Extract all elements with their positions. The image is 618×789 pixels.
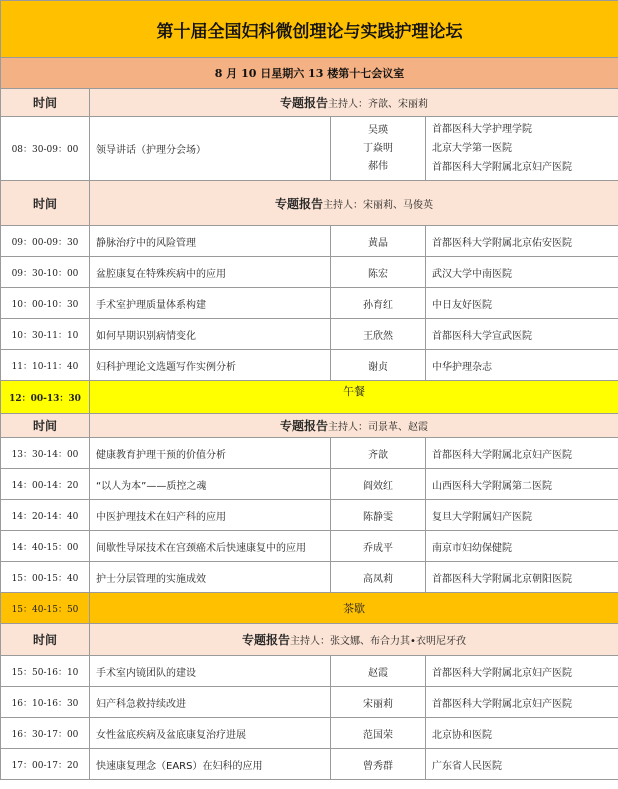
- speaker-cell: 谢贞: [331, 350, 426, 381]
- session-header: [90, 414, 618, 438]
- speaker-cell: 阎效红: [331, 469, 426, 500]
- schedule-row: [1, 319, 618, 350]
- session-header: [90, 624, 618, 656]
- topic-cell: 快速康复理念（EARS）在妇科的应用: [90, 749, 331, 780]
- page-title: 第十届全国妇科微创理论与实践护理论坛: [1, 1, 618, 58]
- speaker-name: 郝伟: [368, 160, 388, 172]
- org-cell: 山西医科大学附属第二医院: [426, 469, 618, 500]
- speaker-cell: 陈静雯: [331, 500, 426, 531]
- time-header: 时间: [1, 89, 90, 117]
- topic-cell: 妇科护理论文选题写作实例分析: [90, 350, 331, 381]
- topic-cell: 手术室内镜团队的建设: [90, 656, 331, 687]
- speaker-name: 丁焱明: [363, 142, 393, 154]
- org-cell: 南京市妇幼保健院: [426, 531, 618, 562]
- topic-cell: 间歇性导尿技术在宫颈癌术后快速康复中的应用: [90, 531, 331, 562]
- schedule-row: [1, 500, 618, 531]
- org-name: 首都医科大学附属北京妇产医院: [432, 162, 572, 173]
- time-cell: 13：30-14：00: [1, 438, 90, 469]
- session-header: [90, 181, 618, 226]
- speaker-cell: 范国荣: [331, 718, 426, 749]
- schedule-row: [1, 350, 618, 381]
- org-cell: 武汉大学中南医院: [426, 257, 618, 288]
- speaker-name: 吴瑛: [368, 124, 388, 136]
- topic-cell: 中医护理技术在妇产科的应用: [90, 500, 331, 531]
- schedule-row: [1, 438, 618, 469]
- time-cell: 17：00-17：20: [1, 749, 90, 780]
- time-cell: 10：00-10：30: [1, 288, 90, 319]
- session-hosts: 主持人：宋丽莉、马俊英: [323, 199, 433, 211]
- time-cell: 16：30-17：00: [1, 718, 90, 749]
- session-label: 专题报告: [279, 419, 328, 433]
- speaker-cell: 曾秀群: [331, 749, 426, 780]
- schedule-row: [1, 531, 618, 562]
- schedule-row: [1, 257, 618, 288]
- time-cell: 14：20-14：40: [1, 500, 90, 531]
- speaker-cell: 赵霞: [331, 656, 426, 687]
- schedule-row: [1, 288, 618, 319]
- speaker-cell: 陈宏: [331, 257, 426, 288]
- org-cell: 首都医科大学附属北京妇产医院: [426, 687, 618, 718]
- session-hosts: 主持人：张文娜、布合力其•衣明尼牙孜: [290, 636, 466, 647]
- speaker-cell: 宋丽莉: [331, 687, 426, 718]
- topic-cell: 妇产科急救持续改进: [90, 687, 331, 718]
- time-header: 时间: [1, 414, 90, 438]
- org-cell: 首都医科大学附属北京妇产医院: [426, 656, 618, 687]
- topic-cell: 静脉治疗中的风险管理: [90, 226, 331, 257]
- org-cell: 首都医科大学宣武医院: [426, 319, 618, 350]
- topic-cell: “以人为本”——质控之魂: [90, 469, 331, 500]
- speaker-cell: 乔成平: [331, 531, 426, 562]
- org-cell: [426, 117, 618, 181]
- time-cell: 14：00-14：20: [1, 469, 90, 500]
- schedule-row: [1, 226, 618, 257]
- time-header: 时间: [1, 181, 90, 226]
- schedule-row: [1, 656, 618, 687]
- time-cell: 14：40-15：00: [1, 531, 90, 562]
- schedule-row: [1, 718, 618, 749]
- time-header: 时间: [1, 624, 90, 656]
- time-cell: 15：40-15：50: [1, 593, 90, 624]
- schedule-row: [1, 562, 618, 593]
- org-name: 北京大学第一医院: [432, 143, 512, 154]
- time-cell: 15：50-16：10: [1, 656, 90, 687]
- session-hosts: 主持人：司景革、赵霞: [328, 422, 428, 433]
- org-cell: 复旦大学附属妇产医院: [426, 500, 618, 531]
- time-cell: 15：00-15：40: [1, 562, 90, 593]
- tea-row: [1, 593, 618, 624]
- speaker-cell: 齐歆: [331, 438, 426, 469]
- session-label: 专题报告: [242, 633, 291, 647]
- org-name: 首都医科大学护理学院: [432, 124, 532, 135]
- time-cell: 16：10-16：30: [1, 687, 90, 718]
- lunch-row: [1, 381, 618, 414]
- schedule-row: [1, 749, 618, 780]
- time-cell: 12：00-13：30: [1, 381, 90, 414]
- topic-cell: 女性盆底疾病及盆底康复治疗进展: [90, 718, 331, 749]
- speaker-cell: 孙育红: [331, 288, 426, 319]
- time-cell: 08：30-09：00: [1, 117, 90, 181]
- time-cell: 09：30-10：00: [1, 257, 90, 288]
- lunch-label: 午餐: [90, 381, 618, 414]
- session-hosts: 主持人：齐歆、宋丽莉: [328, 99, 428, 110]
- session-label: 专题报告: [279, 96, 328, 110]
- org-cell: 中日友好医院: [426, 288, 618, 319]
- time-cell: 09：00-09：30: [1, 226, 90, 257]
- org-cell: 广东省人民医院: [426, 749, 618, 780]
- org-cell: 中华护理杂志: [426, 350, 618, 381]
- speaker-cell: [331, 117, 426, 181]
- session-header: [90, 89, 618, 117]
- speaker-cell: 黄晶: [331, 226, 426, 257]
- topic-cell: 护士分层管理的实施成效: [90, 562, 331, 593]
- tea-label: 茶歇: [90, 593, 618, 624]
- org-cell: 首都医科大学附属北京朝阳医院: [426, 562, 618, 593]
- session-label: 专题报告: [274, 196, 323, 211]
- topic-cell: 如何早期识别病情变化: [90, 319, 331, 350]
- speaker-cell: 王欣然: [331, 319, 426, 350]
- topic-cell: 健康教育护理干预的价值分析: [90, 438, 331, 469]
- time-cell: 11：10-11：40: [1, 350, 90, 381]
- time-cell: 10：30-11：10: [1, 319, 90, 350]
- topic-cell: 手术室护理质量体系构建: [90, 288, 331, 319]
- schedule-row: [1, 469, 618, 500]
- org-cell: 北京协和医院: [426, 718, 618, 749]
- date-venue: 8 月 10 日星期六 13 楼第十七会议室: [1, 58, 618, 89]
- org-cell: 首都医科大学附属北京佑安医院: [426, 226, 618, 257]
- schedule-row: [1, 687, 618, 718]
- speaker-cell: 高凤莉: [331, 562, 426, 593]
- topic-cell: 盆腔康复在特殊疾病中的应用: [90, 257, 331, 288]
- topic-cell: 领导讲话（护理分会场）: [90, 117, 331, 181]
- org-cell: 首都医科大学附属北京妇产医院: [426, 438, 618, 469]
